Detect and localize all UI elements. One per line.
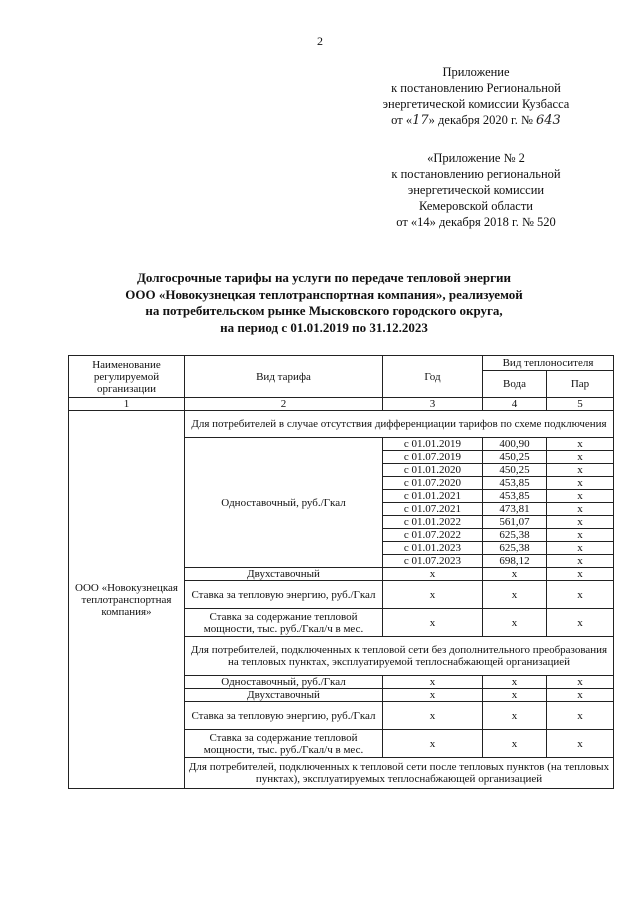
section-title: Для потребителей, подключенных к тепловой сети после тепловых пунктов (на тепловых пунктах), эксплуатируемых теплоснабжающей организацией xyxy=(185,758,614,789)
water-cell: 698,12 xyxy=(483,555,547,568)
appendix-line: Кемеровской области xyxy=(418,199,534,213)
organization-name: ООО «Новокузнецкая теплотранспортная компания» xyxy=(69,411,185,789)
tariff-type-cell: Одноставочный, руб./Гкал xyxy=(185,676,383,689)
year-cell: x xyxy=(383,581,483,609)
steam-cell: x xyxy=(547,516,614,529)
period-cell: с 01.07.2023 xyxy=(383,555,483,568)
column-number: 5 xyxy=(547,398,614,411)
water-cell: 450,25 xyxy=(483,451,547,464)
steam-cell: x xyxy=(547,568,614,581)
appendix-line: «Приложение № 2 xyxy=(427,151,525,165)
column-number: 2 xyxy=(185,398,383,411)
water-cell: 453,85 xyxy=(483,477,547,490)
water-cell: 453,85 xyxy=(483,490,547,503)
water-cell: x xyxy=(483,730,547,758)
water-cell: 561,07 xyxy=(483,516,547,529)
period-cell: с 01.07.2019 xyxy=(383,451,483,464)
column-number: 4 xyxy=(483,398,547,411)
steam-cell: x xyxy=(547,555,614,568)
column-number: 1 xyxy=(69,398,185,411)
tariff-type-cell: Двухставочный xyxy=(185,689,383,702)
year-cell: x xyxy=(383,609,483,637)
period-cell: с 01.01.2023 xyxy=(383,542,483,555)
appendix-line: Приложение xyxy=(442,65,510,79)
header-year: Год xyxy=(383,356,483,398)
year-cell: x xyxy=(383,568,483,581)
section-row xyxy=(69,411,614,438)
header-tariff-type: Вид тарифа xyxy=(185,356,383,398)
date-middle: » декабря 2020 г. № xyxy=(428,113,533,127)
water-cell: 625,38 xyxy=(483,529,547,542)
appendix-line: от «14» декабря 2018 г. № 520 xyxy=(396,215,556,229)
steam-cell: x xyxy=(547,702,614,730)
page-number: 2 xyxy=(317,34,323,48)
water-cell: x xyxy=(483,702,547,730)
column-number: 3 xyxy=(383,398,483,411)
tariff-type-cell: Ставка за содержание тепловой мощности, тыс. руб./Гкал/ч в мес. xyxy=(185,609,383,637)
water-cell: 400,90 xyxy=(483,438,547,451)
appendix-reference xyxy=(356,64,596,129)
header-org: Наименование регулируемой организации xyxy=(69,356,185,398)
steam-cell: x xyxy=(547,438,614,451)
title-line: Долгосрочные тарифы на услуги по передаче тепловой энергии xyxy=(136,270,512,285)
period-cell: с 01.01.2019 xyxy=(383,438,483,451)
water-cell: x xyxy=(483,568,547,581)
water-cell: x xyxy=(483,609,547,637)
header-carrier: Вид теплоносителя xyxy=(483,356,614,371)
appendix-line: к постановлению региональной xyxy=(391,167,561,181)
header-row xyxy=(69,356,614,371)
steam-cell: x xyxy=(547,581,614,609)
year-cell: x xyxy=(383,689,483,702)
title-line: ООО «Новокузнецкая теплотранспортная компания», реализуемой xyxy=(125,286,523,302)
appendix-date-line xyxy=(356,112,596,129)
header-water: Вода xyxy=(483,371,547,398)
appendix-line: энергетической комиссии Кузбасса xyxy=(382,97,570,111)
year-cell: x xyxy=(383,730,483,758)
period-cell: с 01.07.2022 xyxy=(383,529,483,542)
tariff-table xyxy=(68,355,614,789)
one-rate-label: Одноставочный, руб./Гкал xyxy=(185,438,383,568)
steam-cell: x xyxy=(547,676,614,689)
appendix-line: к постановлению Региональной xyxy=(391,81,561,95)
steam-cell: x xyxy=(547,490,614,503)
period-cell: с 01.01.2021 xyxy=(383,490,483,503)
water-cell: x xyxy=(483,689,547,702)
period-cell: с 01.01.2020 xyxy=(383,464,483,477)
steam-cell: x xyxy=(547,451,614,464)
section-title: Для потребителей, подключенных к тепловой сети без дополнительного преобразования на тепловых пунктах, эксплуатируемой теплоснабжающей организацией xyxy=(185,637,614,676)
title-line: на потребительском рынке Мысковского городского округа, xyxy=(145,303,503,318)
period-cell: с 01.01.2022 xyxy=(383,516,483,529)
steam-cell: x xyxy=(547,477,614,490)
water-cell: x xyxy=(483,676,547,689)
year-cell: x xyxy=(383,702,483,730)
steam-cell: x xyxy=(547,464,614,477)
water-cell: 450,25 xyxy=(483,464,547,477)
steam-cell: x xyxy=(547,542,614,555)
steam-cell: x xyxy=(547,529,614,542)
steam-cell: x xyxy=(547,689,614,702)
date-prefix: от « xyxy=(391,113,413,127)
tariff-type-cell: Ставка за содержание тепловой мощности, тыс. руб./Гкал/ч в мес. xyxy=(185,730,383,758)
water-cell: 473,81 xyxy=(483,503,547,516)
steam-cell: x xyxy=(547,503,614,516)
steam-cell: x xyxy=(547,609,614,637)
title-line: на период с 01.01.2019 по 31.12.2023 xyxy=(220,319,428,335)
period-cell: с 01.07.2020 xyxy=(383,477,483,490)
handwritten-day: 17 xyxy=(412,113,429,128)
tariff-type-cell: Ставка за тепловую энергию, руб./Гкал xyxy=(185,581,383,609)
handwritten-number: 643 xyxy=(536,113,561,128)
document-title xyxy=(64,270,584,336)
column-number-row xyxy=(69,398,614,411)
year-cell: x xyxy=(383,676,483,689)
water-cell: x xyxy=(483,581,547,609)
header-steam: Пар xyxy=(547,371,614,398)
water-cell: 625,38 xyxy=(483,542,547,555)
tariff-type-cell: Ставка за тепловую энергию, руб./Гкал xyxy=(185,702,383,730)
period-cell: с 01.07.2021 xyxy=(383,503,483,516)
appendix-line: энергетической комиссии xyxy=(407,183,545,197)
tariff-type-cell: Двухставочный xyxy=(185,568,383,581)
steam-cell: x xyxy=(547,730,614,758)
previous-appendix-reference xyxy=(356,150,596,230)
section-title: Для потребителей в случае отсутствия дифференциации тарифов по схеме подключения xyxy=(185,411,614,438)
